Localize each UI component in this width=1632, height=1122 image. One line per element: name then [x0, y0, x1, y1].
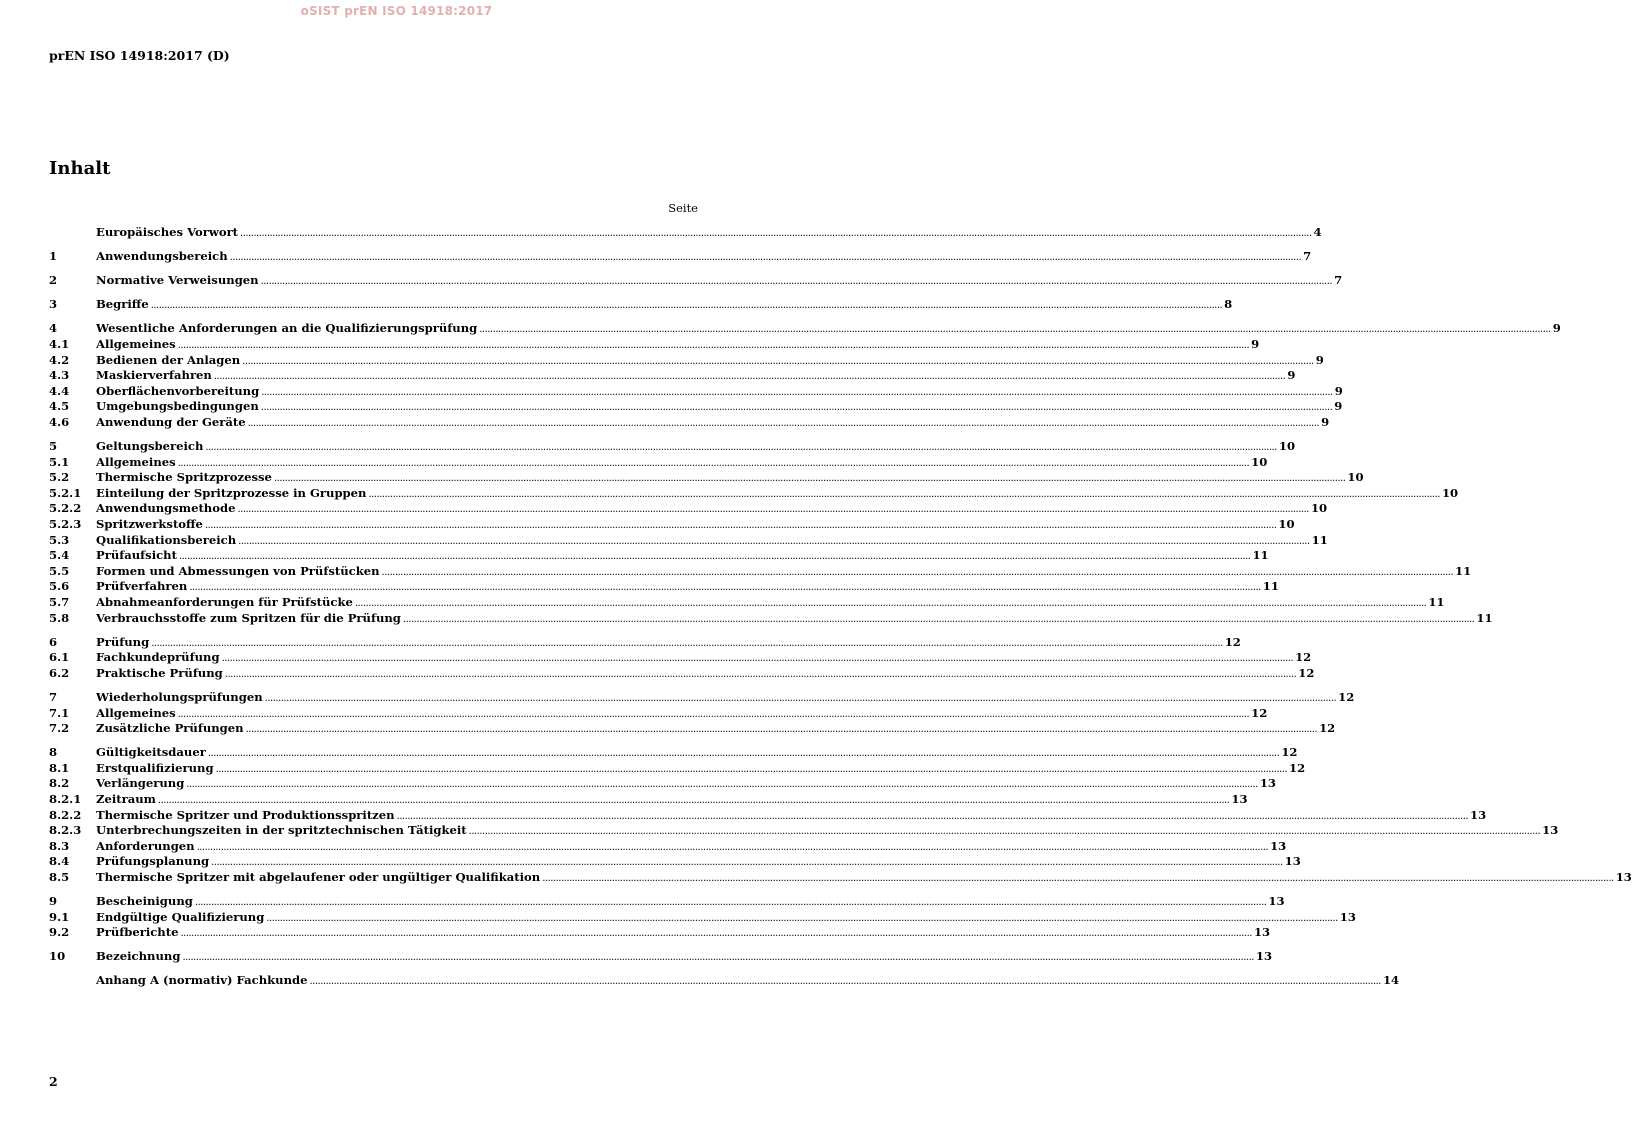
toc-entry[interactable]	[49, 548, 1269, 564]
toc-dot-leader: ................................................................................................................................................................................................................................................................................................................................................................................................................	[177, 708, 1250, 720]
toc-entry-page: 11	[1311, 532, 1328, 547]
toc-entry-number: 10	[49, 949, 66, 964]
toc-entry-page: 7	[1334, 273, 1343, 288]
toc-entry-number: 2	[49, 273, 58, 288]
toc-entry[interactable]	[49, 249, 1312, 265]
toc-entry-page: 11	[1252, 548, 1269, 563]
toc-group	[49, 894, 1356, 941]
toc-dot-leader: ................................................................................................................................................................................................................................................................................................................................................................................................................	[178, 551, 1251, 563]
toc-entry[interactable]	[49, 414, 1330, 431]
toc-dot-leader: ................................................................................................................................................................................................................................................................................................................................................................................................................	[211, 857, 1283, 869]
toc-entry-number: 5.2	[49, 470, 70, 485]
toc-entry-title: Qualifikationsbereich	[96, 532, 237, 547]
toc-entry-page: 10	[1278, 517, 1295, 531]
toc-entry-page: 13	[1255, 949, 1273, 964]
toc-dot-leader: ................................................................................................................................................................................................................................................................................................................................................................................................................	[542, 872, 1614, 884]
toc-entry-number: 8.2.1	[49, 792, 82, 806]
toc-entry-page: 13	[1270, 838, 1287, 853]
toc-entry[interactable]	[49, 823, 1559, 839]
toc-dot-leader: ................................................................................................................................................................................................................................................................................................................................................................................................................	[177, 457, 1250, 469]
toc-dot-leader: ................................................................................................................................................................................................................................................................................................................................................................................................................	[204, 520, 1277, 531]
toc-entry-number: 7	[49, 689, 58, 704]
toc-entry[interactable]	[49, 321, 1561, 337]
toc-entry-page: 4	[1313, 225, 1322, 239]
toc-entry-title: Abnahmeanforderungen für Prüfstücke	[96, 594, 353, 609]
toc-entry-page: 9	[1321, 414, 1330, 429]
toc-entry-page: 12	[1289, 760, 1306, 775]
toc-dot-leader: ................................................................................................................................................................................................................................................................................................................................................................................................................	[396, 810, 1469, 822]
toc-entry-page: 9	[1334, 399, 1343, 414]
toc-entry-number: 9	[49, 894, 58, 909]
toc-dot-leader: ................................................................................................................................................................................................................................................................................................................................................................................................................	[266, 912, 1338, 924]
toc-entry[interactable]	[49, 665, 1315, 682]
toc-dot-leader: ................................................................................................................................................................................................................................................................................................................................................................................................................	[151, 637, 1223, 649]
toc-dot-leader: ................................................................................................................................................................................................................................................................................................................................................................................................................	[237, 504, 1309, 516]
toc-entry-title: Anhang A (normativ) Fachkunde	[96, 973, 308, 988]
toc-entry-number: 5	[49, 439, 58, 454]
toc-group	[49, 973, 1400, 989]
toc-dot-leader: ................................................................................................................................................................................................................................................................................................................................................................................................................	[180, 928, 1252, 940]
toc-dot-leader: ................................................................................................................................................................................................................................................................................................................................................................................................................	[189, 582, 1261, 594]
toc-entry-title: Anwendungsmethode	[96, 501, 236, 516]
toc-entry-title: Oberflächenvorbereitung	[96, 383, 260, 398]
toc-entry-title: Europäisches Vorwort	[96, 225, 239, 239]
toc-entry-page: 11	[1455, 563, 1472, 578]
toc-dot-leader: ................................................................................................................................................................................................................................................................................................................................................................................................................	[368, 488, 1440, 500]
toc-entry[interactable]	[49, 807, 1487, 824]
toc-entry-number: 8.3	[49, 838, 70, 853]
toc-group	[49, 634, 1315, 682]
toc-entry[interactable]	[49, 745, 1298, 761]
toc-entry[interactable]	[49, 225, 1322, 241]
toc-entry-number: 4.4	[49, 383, 70, 398]
toc-entry-title: Prüfung	[96, 634, 150, 649]
toc-entry[interactable]	[49, 760, 1306, 777]
toc-dot-leader: ................................................................................................................................................................................................................................................................................................................................................................................................................	[468, 826, 1541, 838]
toc-entry-title: Prüfberichte	[96, 925, 179, 940]
toc-entry-title: Bescheinigung	[96, 894, 193, 909]
toc-entry[interactable]	[49, 273, 1343, 289]
toc-entry[interactable]	[49, 894, 1285, 910]
toc-entry-number: 1	[49, 249, 58, 264]
toc-entry-title: Normative Verweisungen	[96, 273, 259, 288]
toc-dot-leader: ................................................................................................................................................................................................................................................................................................................................................................................................................	[196, 841, 1269, 853]
toc-entry[interactable]	[49, 563, 1472, 580]
toc-entry[interactable]	[49, 454, 1268, 471]
toc-group	[49, 949, 1273, 965]
toc-entry-title: Praktische Prüfung	[96, 665, 223, 680]
toc-dot-leader: ................................................................................................................................................................................................................................................................................................................................................................................................................	[221, 653, 1294, 665]
toc-entry[interactable]	[49, 721, 1336, 737]
toc-entry[interactable]	[49, 352, 1324, 369]
toc-entry-number: 4.5	[49, 399, 70, 414]
toc-entry[interactable]	[49, 610, 1493, 627]
toc-entry-page: 13	[1615, 869, 1632, 884]
toc-entry[interactable]	[49, 470, 1364, 486]
toc-entry-title: Zusätzliche Prüfungen	[96, 721, 244, 736]
toc-dot-leader: ................................................................................................................................................................................................................................................................................................................................................................................................................	[229, 252, 1302, 264]
toc-entry[interactable]	[49, 838, 1287, 855]
toc-entry-page: 9	[1251, 336, 1260, 351]
toc-entry[interactable]	[49, 368, 1296, 384]
toc-entry[interactable]	[49, 689, 1355, 706]
toc-group	[49, 249, 1312, 265]
toc-dot-leader: ................................................................................................................................................................................................................................................................................................................................................................................................................	[245, 724, 1318, 736]
toc-entry-page: 13	[1231, 792, 1248, 806]
toc-entry[interactable]	[49, 399, 1343, 415]
toc-entry-title: Verbrauchsstoffe zum Spritzen für die Prüfung	[96, 610, 401, 625]
toc-entry-number: 8.2	[49, 776, 70, 791]
toc-dot-leader: ................................................................................................................................................................................................................................................................................................................................................................................................................	[205, 442, 1277, 454]
toc-entry-title: Spritzwerkstoffe	[96, 517, 203, 531]
toc-dot-leader: ................................................................................................................................................................................................................................................................................................................................................................................................................	[247, 417, 1320, 429]
document-id: prEN ISO 14918:2017 (D)	[49, 48, 230, 63]
toc-group	[49, 297, 1233, 313]
toc-entry-number: 5.7	[49, 594, 70, 609]
toc-entry-page: 11	[1476, 610, 1493, 625]
toc-entry[interactable]	[49, 909, 1356, 926]
toc-entry-page: 9	[1552, 321, 1561, 336]
toc-entry-title: Einteilung der Spritzprozesse in Gruppen	[96, 485, 367, 500]
toc-entry-number: 8.4	[49, 854, 70, 869]
toc-entry-page: 9	[1315, 352, 1324, 367]
toc-group	[49, 321, 1561, 430]
toc-entry-page: 12	[1281, 745, 1298, 760]
page-column-label: Seite	[668, 201, 698, 215]
page-number: 2	[49, 1074, 58, 1089]
toc-entry[interactable]	[49, 634, 1241, 651]
toc-entry-number: 8.1	[49, 760, 70, 775]
toc-group	[49, 225, 1322, 241]
toc-entry[interactable]	[49, 439, 1296, 455]
toc-entry[interactable]	[49, 973, 1400, 989]
toc-entry[interactable]	[49, 297, 1233, 313]
toc-dot-leader: ................................................................................................................................................................................................................................................................................................................................................................................................................	[261, 386, 1333, 398]
toc-entry-number: 5.4	[49, 548, 70, 563]
toc-entry-number: 8.2.2	[49, 807, 82, 822]
toc-entry-number: 8.2.3	[49, 823, 82, 838]
toc-entry-page: 10	[1347, 470, 1364, 485]
toc-dot-leader: ................................................................................................................................................................................................................................................................................................................................................................................................................	[186, 779, 1258, 791]
toc-entry-page: 13	[1542, 823, 1559, 838]
toc-entry-number: 4	[49, 321, 58, 336]
toc-entry-title: Allgemeines	[96, 336, 176, 351]
toc-entry-page: 10	[1441, 485, 1459, 500]
toc-dot-leader: ................................................................................................................................................................................................................................................................................................................................................................................................................	[177, 339, 1250, 351]
toc-entry-title: Erstqualifizierung	[96, 760, 214, 775]
toc-entry-number: 6.1	[49, 650, 70, 665]
toc-entry-title: Wiederholungsprüfungen	[96, 689, 263, 704]
toc-dot-leader: ................................................................................................................................................................................................................................................................................................................................................................................................................	[207, 748, 1280, 760]
toc-entry-title: Bezeichnung	[96, 949, 181, 964]
toc-entry-number: 5.2.3	[49, 517, 82, 531]
toc-entry-number: 4.2	[49, 352, 70, 367]
toc-entry-title: Fachkundeprüfung	[96, 650, 220, 665]
toc-entry-number: 8.5	[49, 869, 70, 884]
toc-entry-page: 9	[1287, 368, 1296, 383]
toc-entry-page: 12	[1338, 689, 1355, 704]
toc-entry-page: 10	[1251, 454, 1268, 469]
toc-dot-leader: ................................................................................................................................................................................................................................................................................................................................................................................................................	[157, 795, 1230, 806]
toc-dot-leader: ................................................................................................................................................................................................................................................................................................................................................................................................................	[215, 763, 1288, 775]
toc-dot-leader: ................................................................................................................................................................................................................................................................................................................................................................................................................	[150, 300, 1223, 312]
toc-dot-leader: ................................................................................................................................................................................................................................................................................................................................................................................................................	[264, 692, 1337, 704]
toc-entry-number: 6.2	[49, 665, 70, 680]
toc-entry-page: 13	[1284, 854, 1301, 869]
toc-entry-page: 11	[1428, 594, 1445, 609]
toc-entry-page: 12	[1319, 721, 1336, 736]
toc-dot-leader: ................................................................................................................................................................................................................................................................................................................................................................................................................	[354, 597, 1427, 609]
toc-entry-title: Unterbrechungszeiten in der spritztechnischen Tätigkeit	[96, 823, 467, 838]
toc-entry-number: 9.1	[49, 909, 70, 924]
toc-entry[interactable]	[49, 869, 1632, 886]
toc-group	[49, 439, 1493, 626]
toc-entry[interactable]	[49, 383, 1343, 400]
toc-entry-page: 11	[1262, 579, 1279, 594]
toc-entry-title: Zeitraum	[96, 792, 156, 806]
toc-entry-title: Formen und Abmessungen von Prüfstücken	[96, 563, 380, 578]
toc-entry[interactable]	[49, 594, 1445, 611]
toc-entry-number: 5.6	[49, 579, 70, 594]
toc-dot-leader: ................................................................................................................................................................................................................................................................................................................................................................................................................	[260, 276, 1333, 288]
toc-entry-page: 13	[1470, 807, 1487, 822]
toc-entry-number: 3	[49, 297, 58, 312]
toc-entry-title: Endgültige Qualifizierung	[96, 909, 265, 924]
toc-entry-number: 4.3	[49, 368, 70, 383]
toc-entry[interactable]	[49, 485, 1459, 502]
toc-entry-number: 5.2.2	[49, 501, 82, 516]
toc-dot-leader: ................................................................................................................................................................................................................................................................................................................................................................................................................	[479, 324, 1551, 336]
watermark: oSIST prEN ISO 14918:2017	[300, 4, 493, 18]
toc-entry-title: Geltungsbereich	[96, 439, 204, 454]
toc-entry-title: Anwendung der Geräte	[96, 414, 246, 429]
toc-entry-page: 12	[1295, 650, 1312, 665]
toc-dot-leader: ................................................................................................................................................................................................................................................................................................................................................................................................................	[194, 897, 1267, 909]
toc-entry-page: 8	[1224, 297, 1233, 312]
toc-entry-title: Allgemeines	[96, 705, 176, 720]
toc-entry-title: Anforderungen	[96, 838, 195, 853]
toc-entry-number: 5.2.1	[49, 485, 82, 500]
toc-entry[interactable]	[49, 532, 1328, 549]
toc-entry[interactable]	[49, 517, 1295, 533]
toc-dot-leader: ................................................................................................................................................................................................................................................................................................................................................................................................................	[273, 473, 1346, 485]
toc-entry[interactable]	[49, 579, 1279, 595]
toc-dot-leader: ................................................................................................................................................................................................................................................................................................................................................................................................................	[242, 355, 1314, 367]
toc-entry-title: Anwendungsbereich	[96, 249, 228, 264]
toc-entry-page: 10	[1278, 439, 1296, 454]
toc-entry-title: Prüfverfahren	[96, 579, 188, 594]
toc-entry-page: 14	[1382, 973, 1400, 988]
table-of-contents	[49, 225, 1632, 998]
toc-group	[49, 689, 1355, 737]
toc-entry-title: Umgebungsbedingungen	[96, 399, 259, 414]
toc-dot-leader: ................................................................................................................................................................................................................................................................................................................................................................................................................	[224, 668, 1297, 680]
toc-entry-page: 13	[1268, 894, 1285, 909]
toc-entry-page: 12	[1298, 665, 1315, 680]
toc-entry-title: Prüfaufsicht	[96, 548, 177, 563]
toc-entry-page: 13	[1253, 925, 1271, 940]
toc-dot-leader: ................................................................................................................................................................................................................................................................................................................................................................................................................	[381, 566, 1454, 578]
toc-dot-leader: ................................................................................................................................................................................................................................................................................................................................................................................................................	[240, 228, 1312, 239]
toc-entry-title: Maskierverfahren	[96, 368, 212, 383]
toc-entry-page: 10	[1310, 501, 1328, 516]
toc-entry[interactable]	[49, 336, 1260, 353]
toc-entry-number: 5.8	[49, 610, 70, 625]
toc-entry-number: 5.5	[49, 563, 70, 578]
toc-entry-number: 5.1	[49, 454, 70, 469]
toc-entry-number: 7.1	[49, 705, 70, 720]
toc-entry-number: 7.2	[49, 721, 70, 736]
toc-dot-leader: ................................................................................................................................................................................................................................................................................................................................................................................................................	[309, 976, 1381, 988]
toc-entry-page: 12	[1224, 634, 1241, 649]
toc-dot-leader: ................................................................................................................................................................................................................................................................................................................................................................................................................	[260, 402, 1333, 414]
toc-entry[interactable]	[49, 501, 1328, 517]
toc-entry-title: Bedienen der Anlagen	[96, 352, 241, 367]
toc-entry-page: 13	[1259, 776, 1276, 791]
toc-entry-title: Begriffe	[96, 297, 149, 312]
toc-entry-number: 4.6	[49, 414, 70, 429]
toc-entry-title: Wesentliche Anforderungen an die Qualifizierungsprüfung	[96, 321, 478, 336]
toc-group	[49, 273, 1343, 289]
toc-entry[interactable]	[49, 854, 1301, 870]
toc-entry[interactable]	[49, 650, 1312, 666]
toc-entry-title: Verlängerung	[96, 776, 185, 791]
toc-entry-title: Gültigkeitsdauer	[96, 745, 206, 760]
toc-entry[interactable]	[49, 925, 1271, 941]
toc-entry[interactable]	[49, 949, 1273, 965]
toc-dot-leader: ................................................................................................................................................................................................................................................................................................................................................................................................................	[213, 371, 1286, 383]
toc-entry-page: 13	[1339, 909, 1356, 924]
toc-entry-page: 12	[1251, 705, 1268, 720]
toc-entry-number: 9.2	[49, 925, 70, 940]
toc-entry[interactable]	[49, 792, 1248, 808]
toc-entry[interactable]	[49, 776, 1276, 792]
toc-entry-number: 4.1	[49, 336, 70, 351]
toc-dot-leader: ................................................................................................................................................................................................................................................................................................................................................................................................................	[238, 535, 1310, 547]
toc-entry-title: Thermische Spritzer und Produktionsspritzen	[96, 807, 395, 822]
toc-entry[interactable]	[49, 705, 1268, 722]
toc-entry-title: Prüfungsplanung	[96, 854, 210, 869]
toc-dot-leader: ................................................................................................................................................................................................................................................................................................................................................................................................................	[402, 613, 1475, 625]
toc-entry-number: 6	[49, 634, 58, 649]
toc-entry-page: 7	[1303, 249, 1312, 264]
toc-entry-title: Thermische Spritzprozesse	[96, 470, 272, 485]
toc-entry-number: 5.3	[49, 532, 70, 547]
toc-entry-title: Thermische Spritzer mit abgelaufener oder ungültiger Qualifikation	[96, 869, 541, 884]
toc-entry-number: 8	[49, 745, 58, 760]
toc-group	[49, 745, 1632, 885]
toc-entry-title: Allgemeines	[96, 454, 176, 469]
toc-entry-page: 9	[1334, 383, 1343, 398]
toc-dot-leader: ................................................................................................................................................................................................................................................................................................................................................................................................................	[182, 952, 1254, 964]
page-title: Inhalt	[49, 158, 111, 179]
